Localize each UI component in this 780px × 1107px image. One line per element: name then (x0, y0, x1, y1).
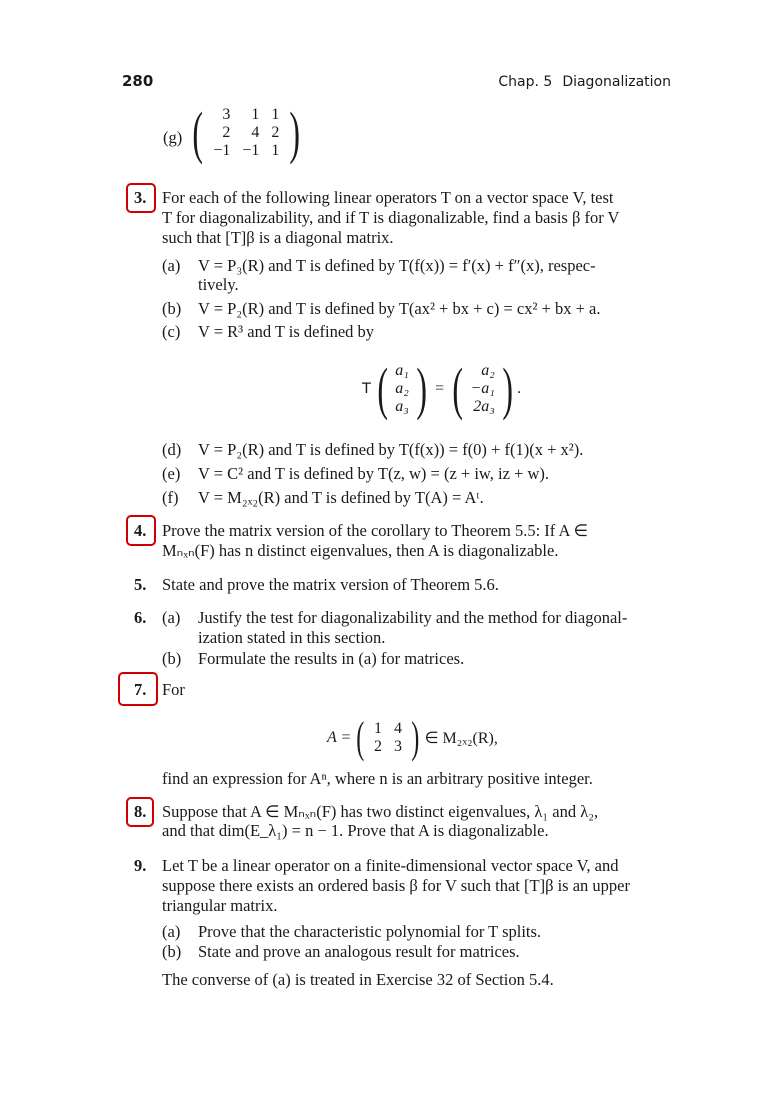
vector-entry: a₂ (395, 380, 409, 397)
page-number: 280 (122, 72, 154, 90)
exercise-3a-label: (a) (162, 256, 181, 275)
exercise-8-number: 8. (134, 802, 147, 821)
left-paren: ( (377, 356, 388, 421)
matrix-cell: 1 (271, 142, 280, 159)
period: . (517, 380, 522, 397)
matrix-cell: 2 (373, 738, 382, 755)
equals-sign: = (435, 380, 445, 397)
left-paren: ( (452, 356, 464, 421)
matrix-rhs: ∈ M₂ₓ₂(R), (424, 730, 498, 747)
exercise-6a-label: (a) (162, 608, 181, 627)
matrix-cell: 2 (222, 124, 231, 141)
exercise-4-text-line: Prove the matrix version of the corollary to Theorem 5.5: If A ∈ (162, 521, 589, 540)
matrix-lhs: A = (327, 729, 352, 746)
matrix-cell: 3 (222, 106, 231, 123)
matrix-cell: 1 (251, 106, 260, 123)
exercise-8-text-line: and that dim(E_λ₁) = n − 1. Prove that A is diagonalizable. (162, 821, 549, 840)
exercise-7-equation (327, 713, 498, 762)
matrix-cell: 4 (251, 124, 260, 141)
exercise-6a-text: ization stated in this section. (198, 628, 386, 647)
exercise-3b-label: (b) (162, 299, 182, 318)
exercise-5-number: 5. (134, 575, 147, 594)
right-paren: ) (502, 356, 513, 421)
exercise-6b-label: (b) (162, 649, 182, 668)
exercise-9a-label: (a) (162, 922, 181, 941)
exercise-4-text-line: Mₙₓₙ(F) has n distinct eigenvalues, then A is diagonalizable. (162, 541, 559, 560)
exercise-9-text-line: triangular matrix. (162, 896, 278, 915)
exercise-3f-label: (f) (162, 488, 179, 507)
exercise-3c-text: V = R³ and T is defined by (198, 322, 375, 341)
exercise-3c-label: (c) (162, 322, 181, 341)
left-paren: ( (192, 100, 203, 165)
exercise-9b-label: (b) (162, 942, 182, 961)
exercise-3d-label: (d) (162, 440, 182, 459)
exercise-3f-text: V = M₂ₓ₂(R) and T is defined by T(A) = Aᵗ. (198, 488, 484, 507)
item-g-label: (g) (163, 128, 183, 147)
left-paren: ( (356, 713, 365, 762)
vector-entry: a₂ (481, 362, 495, 379)
exercise-3d-text: V = P₂(R) and T is defined by T(f(x)) = f(0) + f(1)(x + x²). (198, 440, 584, 459)
exercise-3b-text: V = P₂(R) and T is defined by T(ax² + bx + c) = cx² + bx + a. (198, 299, 601, 318)
exercise-3-number: 3. (134, 188, 147, 207)
chapter-title: Diagonalization (562, 74, 671, 90)
right-paren: ) (411, 713, 420, 762)
item-g-matrix (188, 100, 305, 165)
exercise-8-text-line: Suppose that A ∈ Mₙₓₙ(F) has two distinct eigenvalues, λ₁ and λ₂, (162, 802, 599, 821)
exercise-3-text-line: T for diagonalizability, and if T is diagonalizable, find a basis β for V (162, 208, 620, 227)
matrix-cell: −1 (213, 142, 231, 159)
exercise-6b-text: Formulate the results in (a) for matrices. (198, 649, 465, 668)
chapter-number: Chap. 5 (498, 74, 553, 90)
vector-entry: −a₁ (470, 380, 495, 397)
matrix-cell: 3 (393, 738, 402, 755)
running-head (498, 74, 671, 90)
matrix-cell: −1 (242, 142, 260, 159)
exercise-9a-text: Prove that the characteristic polynomial for T splits. (198, 922, 542, 941)
exercise-3-text-line: such that [T]β is a diagonal matrix. (162, 228, 394, 247)
matrix-cell: 1 (373, 720, 382, 737)
exercise-7-intro: For (162, 680, 185, 699)
vector-entry: a₁ (395, 362, 409, 379)
vector-entry: a₃ (395, 398, 409, 415)
exercise-3c-equation (362, 356, 522, 421)
exercise-9-note: The converse of (a) is treated in Exercise 32 of Section 5.4. (162, 970, 554, 989)
exercise-9-text-line: suppose there exists an ordered basis β for V such that [T]β is an upper (162, 876, 630, 895)
exercise-6-number: 6. (134, 608, 147, 627)
operator-T: T (362, 381, 371, 397)
vector-entry: 2a₃ (473, 398, 495, 415)
matrix-cell: 2 (271, 124, 280, 141)
exercise-3a-text: tively. (198, 275, 239, 294)
exercise-3-text-line: For each of the following linear operators T on a vector space V, test (162, 188, 614, 207)
exercise-5-text-line: State and prove the matrix version of Theorem 5.6. (162, 575, 499, 594)
exercise-3a-text: V = P₃(R) and T is defined by T(f(x)) = f′(x) + f″(x), respec- (198, 256, 596, 275)
right-paren: ) (416, 356, 427, 421)
exercise-4-number: 4. (134, 521, 147, 540)
exercise-9-text-line: Let T be a linear operator on a finite-dimensional vector space V, and (162, 856, 619, 875)
matrix-cell: 1 (271, 106, 280, 123)
exercise-7-number: 7. (134, 680, 147, 699)
exercise-9-number: 9. (134, 856, 147, 875)
exercise-9b-text: State and prove an analogous result for matrices. (198, 942, 520, 961)
exercise-3e-text: V = C² and T is defined by T(z, w) = (z + iw, iz + w). (198, 464, 550, 483)
exercise-7-after: find an expression for Aⁿ, where n is an arbitrary positive integer. (162, 769, 593, 788)
exercise-3e-label: (e) (162, 464, 181, 483)
right-paren: ) (289, 100, 301, 165)
exercise-6a-text: Justify the test for diagonalizability and the method for diagonal- (198, 608, 628, 627)
matrix-cell: 4 (393, 720, 402, 737)
